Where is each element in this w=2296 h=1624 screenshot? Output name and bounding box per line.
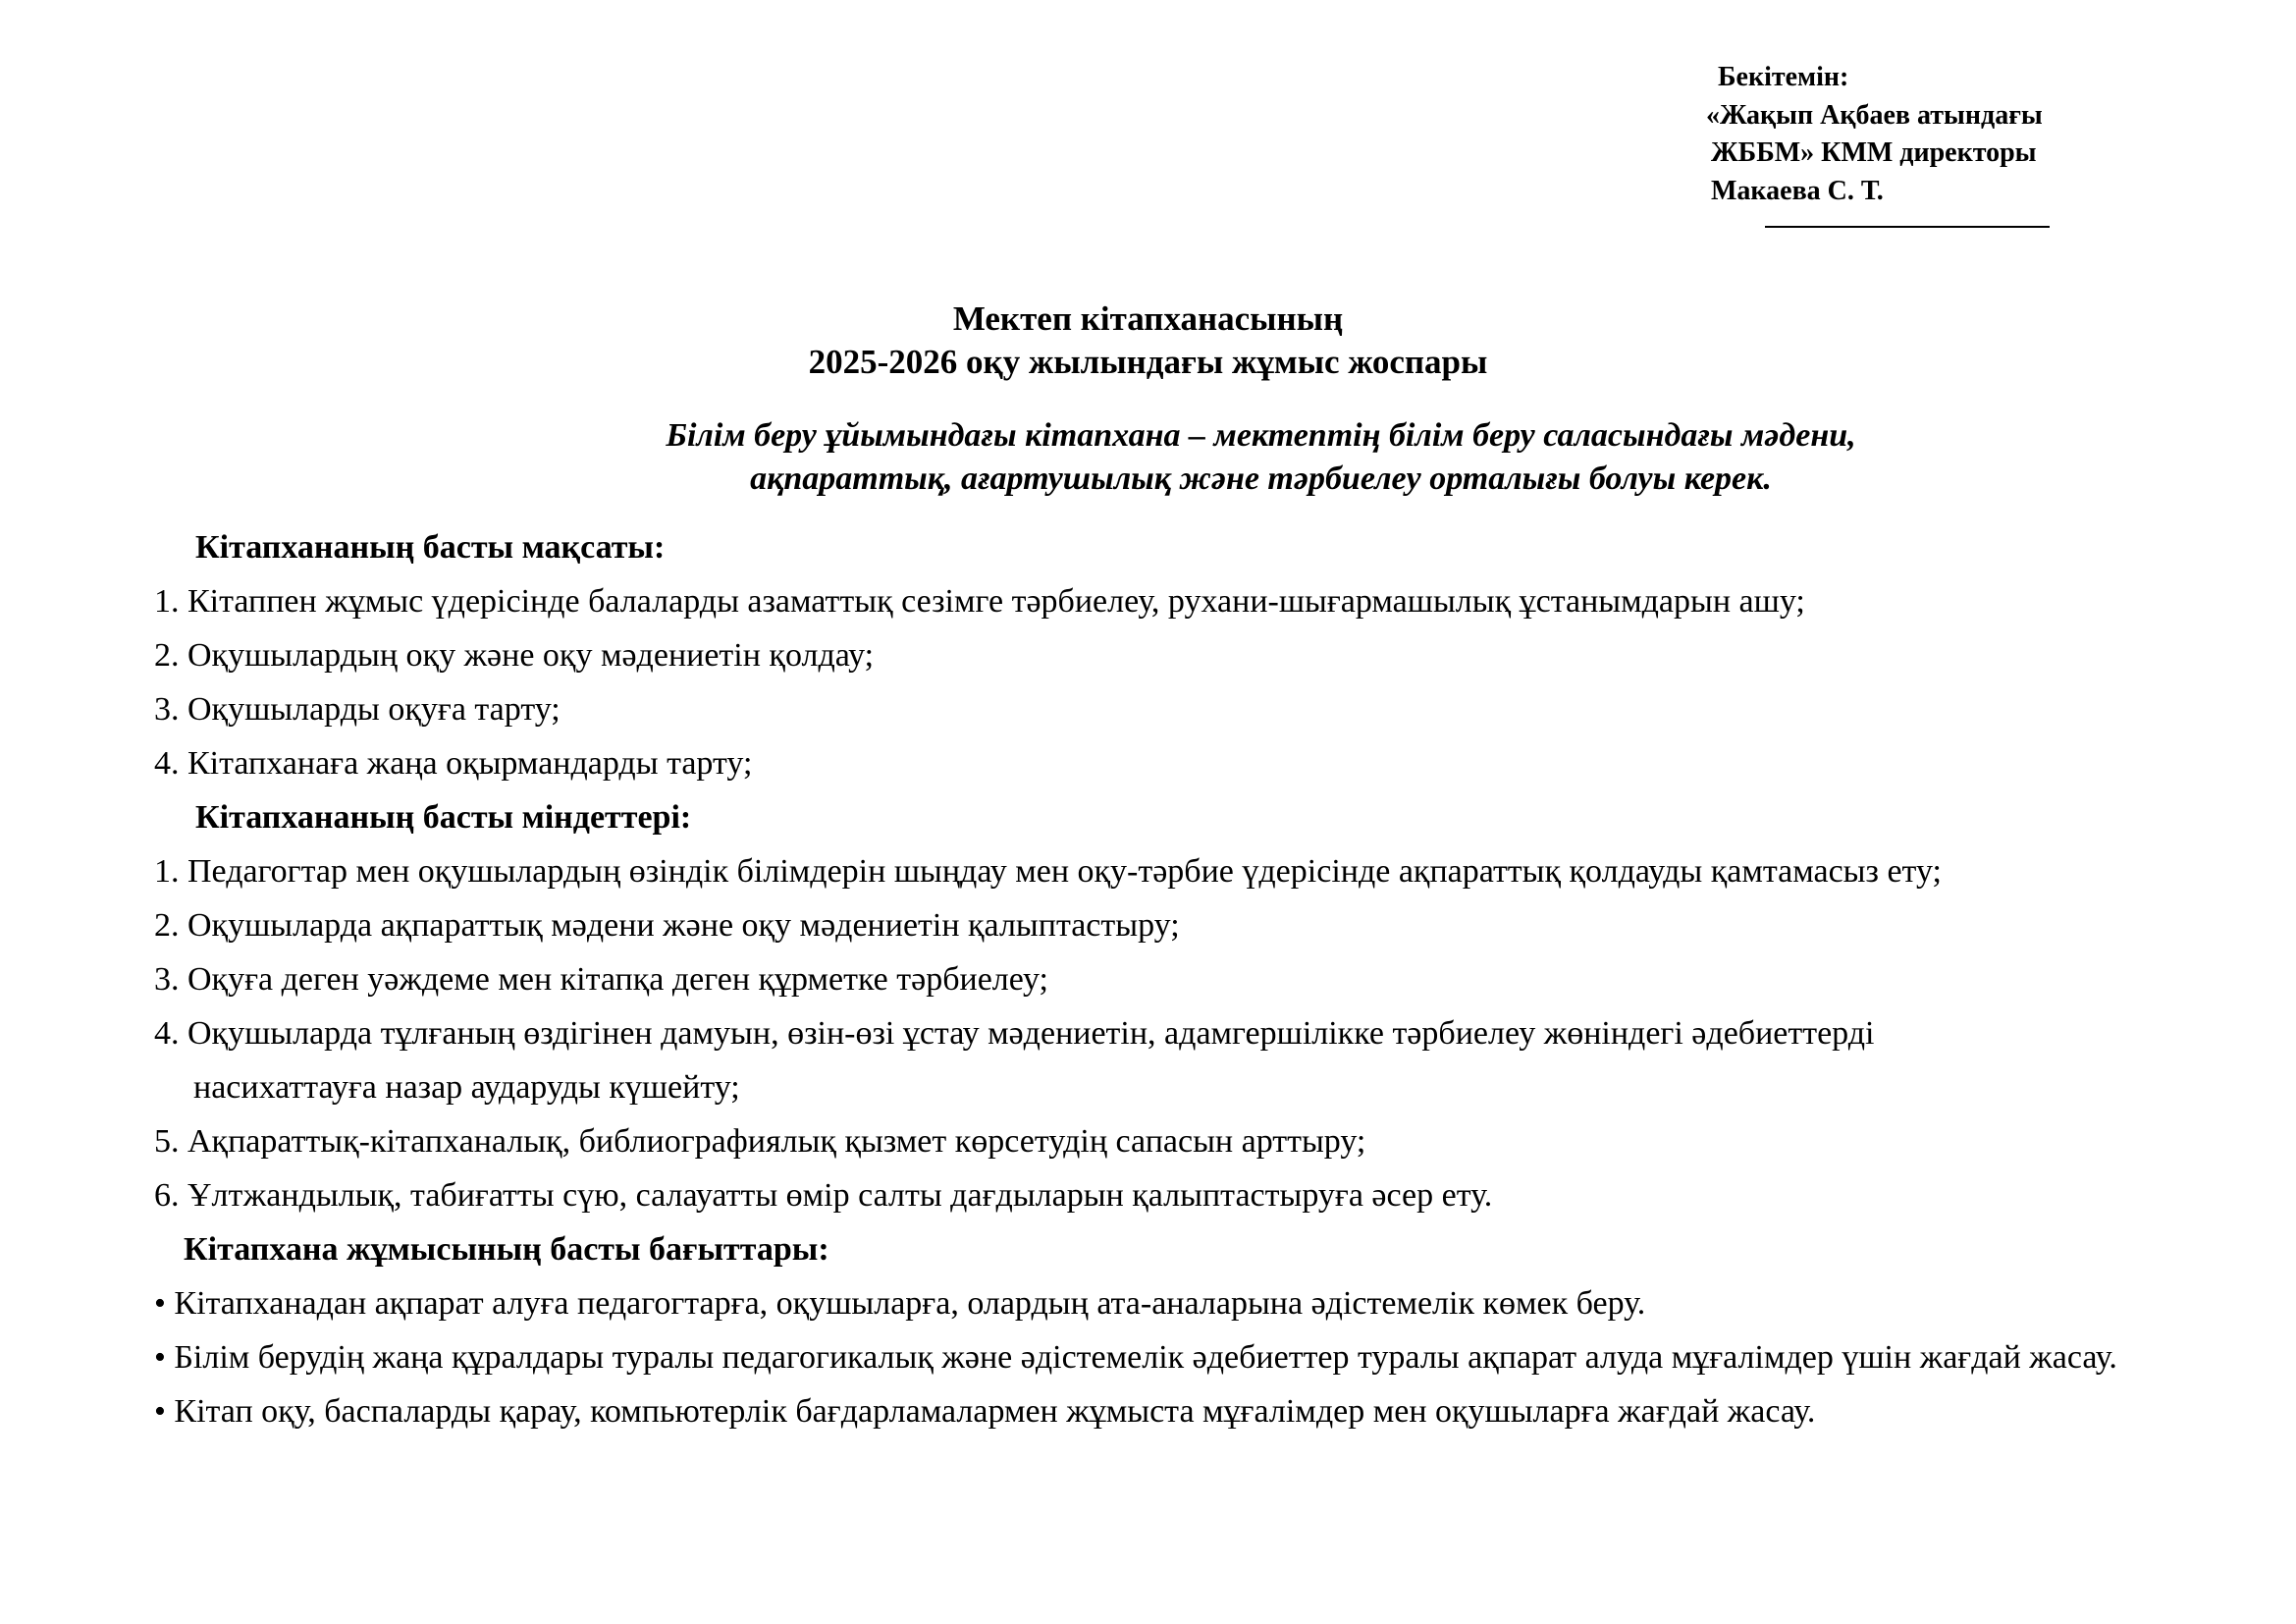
approval-director-name: Макаева С. Т.: [1711, 175, 1884, 206]
task-item: 6. Ұлтжандылық, табиғатты сүю, салауатты өмір салты дағдыларын қалыптастыруға әсер ету.: [154, 1177, 1493, 1214]
goal-item: 1. Кітаппен жұмыс үдерісінде балаларды азаматтық сезімге тәрбиелеу, рухани-шығармашылық ұстанымдарын ашу;: [154, 583, 1805, 620]
signature-line: [1765, 226, 2050, 228]
goal-item: 4. Кітапханаға жаңа оқырмандарды тарту;: [154, 745, 753, 782]
task-item: 5. Ақпараттық-кітапханалық, библиографиялық қызмет көрсетудің сапасын арттыру;: [154, 1123, 1366, 1160]
goals-heading: Кітапхананың басты мақсаты:: [195, 529, 666, 566]
task-item: 2. Оқушыларда ақпараттық мәдени және оқу мәдениетін қалыптастыру;: [154, 907, 1180, 944]
approval-school-name: «Жақып Ақбаев атындағы: [1706, 99, 2043, 131]
approval-director-title: ЖББМ» КММ директоры: [1711, 137, 2037, 168]
document-body: [154, 520, 2216, 1438]
tasks-heading: Кітапхананың басты міндеттері:: [195, 799, 692, 836]
direction-item: • Кітапханадан ақпарат алуға педагогтарға, оқушыларға, олардың ата-аналарына әдістемелік көмек беру.: [154, 1285, 1646, 1322]
motto-line-2: ақпараттық, ағартушылық және тәрбиелеу орталығы болуы керек.: [750, 460, 1772, 497]
motto-line-1: Білім беру ұйымындағы кітапхана – мектептің білім беру саласындағы мәдени,: [666, 417, 1856, 454]
document-title: [0, 298, 2296, 384]
direction-item: • Білім берудің жаңа құралдары туралы педагогикалық және әдістемелік әдебиеттер туралы ақпарат алуда мұғалімдер үшін жағдай жасау.: [154, 1339, 2117, 1376]
approval-block: [1706, 59, 2050, 228]
goal-item: 2. Оқушылардың оқу және оқу мәдениетін қолдау;: [154, 637, 875, 674]
approval-heading: Бекітемін:: [1718, 62, 1849, 92]
task-item-continuation: насихаттауға назар аударуды күшейту;: [193, 1069, 740, 1106]
motto: [0, 414, 2296, 501]
title-line-2: 2025-2026 оқу жылындағы жұмыс жоспары: [808, 343, 1488, 381]
directions-heading: Кітапхана жұмысының басты бағыттары:: [184, 1231, 829, 1268]
task-item: 3. Оқуға деген уәждеме мен кітапқа деген құрметке тәрбиелеу;: [154, 961, 1048, 998]
title-line-1: Мектеп кітапханасының: [952, 299, 1344, 338]
task-item: 1. Педагогтар мен оқушылардың өзіндік білімдерін шыңдау мен оқу-тәрбие үдерісінде ақпараттық қолдауды қамтамасыз ету;: [154, 853, 1942, 890]
task-item: 4. Оқушыларда тұлғаның өздігінен дамуын, өзін-өзі ұстау мәдениетін, адамгершілікке тәрбиелеу жөніндегі әдебиеттерді: [154, 1015, 1875, 1052]
goal-item: 3. Оқушыларды оқуға тарту;: [154, 691, 561, 728]
direction-item: • Кітап оқу, баспаларды қарау, компьютерлік бағдарламалармен жұмыста мұғалімдер мен оқушыларға жағдай жасау.: [154, 1393, 1816, 1430]
